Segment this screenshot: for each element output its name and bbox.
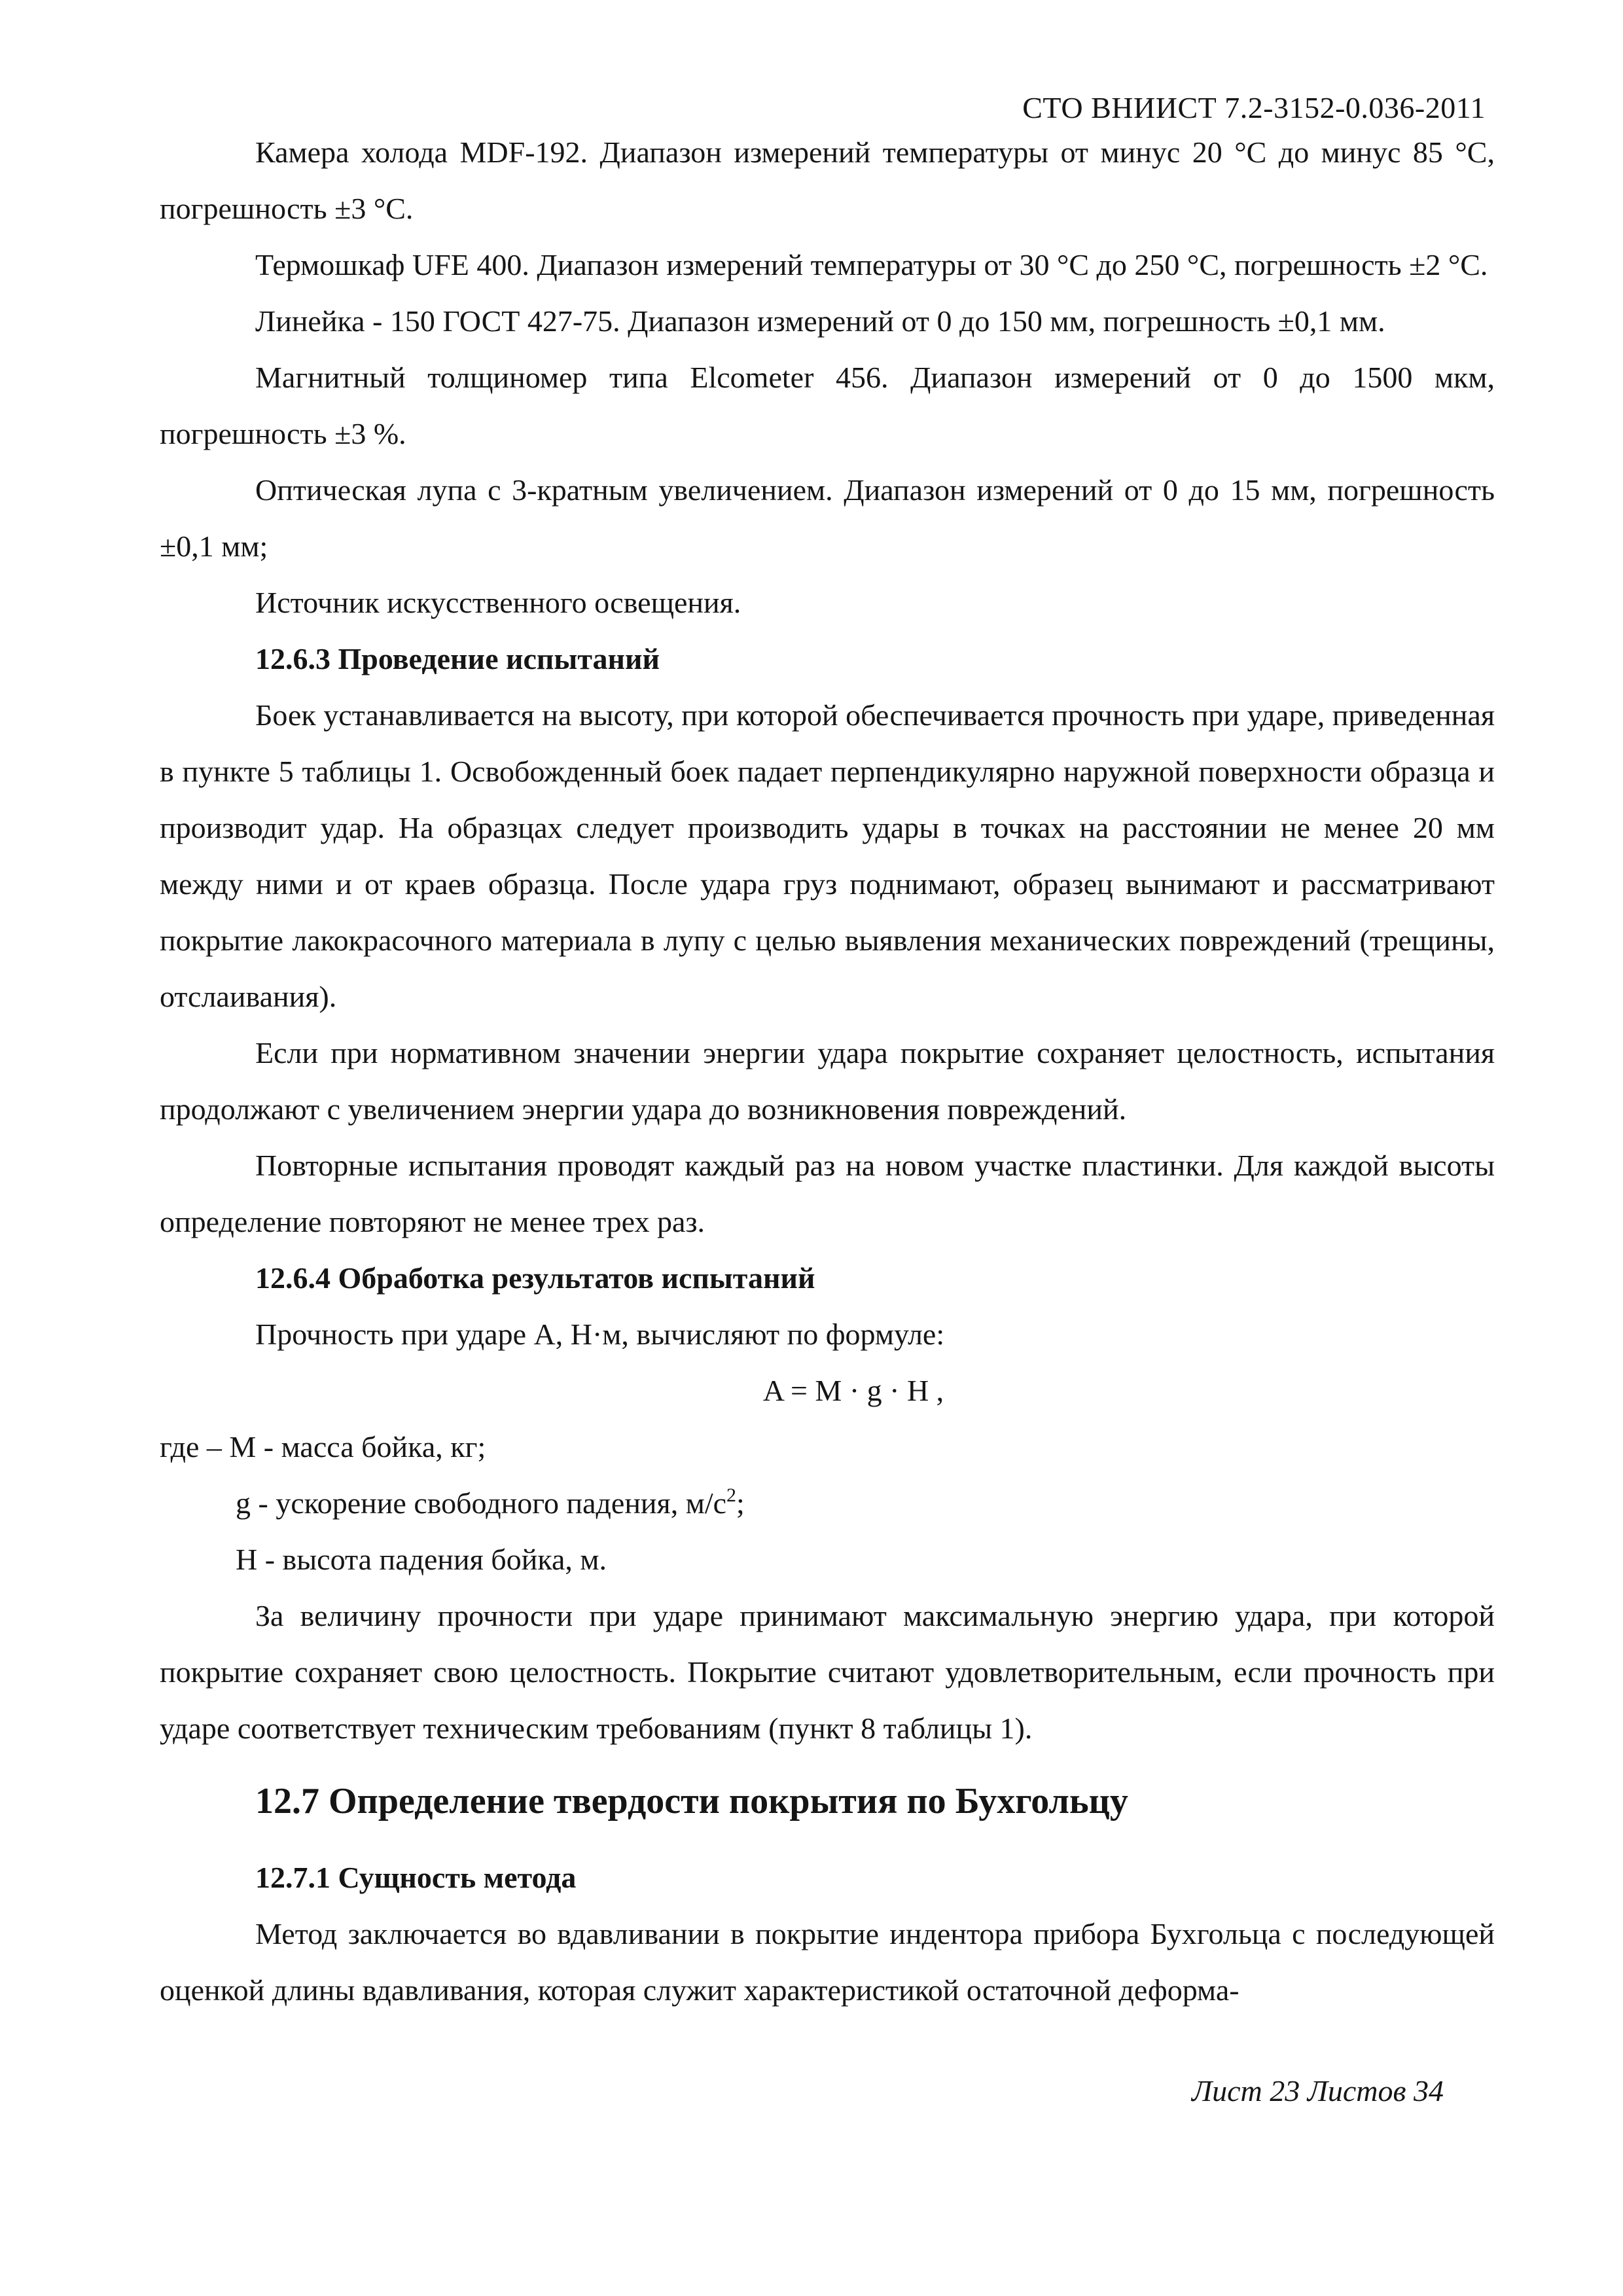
- paragraph-impact-result: За величину прочности при ударе принимают максимальную энергию удара, при которой покрытие сохраняет свою целостность. Покрытие считают удовлетворительным, если прочность при ударе соответствует техническим требованиям (пункт 8 таблицы 1).: [160, 1599, 1495, 1745]
- gravity-unit-exponent: 2: [726, 1484, 737, 1506]
- formula-legend-gravity: [160, 1475, 1495, 1532]
- section-heading-12-6-3: 12.6.3 Проведение испытаний: [255, 642, 660, 675]
- document-code-header: СТО ВНИИСТ 7.2-3152-0.036-2011: [1022, 91, 1486, 124]
- section-heading-12-7: 12.7 Определение твердости покрытия по Бухгольцу: [255, 1781, 1128, 1821]
- paragraph-cold-chamber: Камера холода MDF-192. Диапазон измерений температуры от минус 20 °С до минус 85 °С, погрешность ±3 °С.: [160, 135, 1495, 225]
- paragraph-thickness-gauge: Магнитный толщиномер типа Elcometer 456. Диапазон измерений от 0 до 1500 мкм, погрешность ±3 %.: [160, 361, 1495, 450]
- formula-legend-height: Н - высота падения бойка, м.: [236, 1543, 607, 1576]
- formula-legend-mass: где – М - масса бойка, кг;: [160, 1430, 486, 1463]
- section-heading-12-7-1: 12.7.1 Сущность метода: [255, 1861, 577, 1894]
- paragraph-optical-loupe: Оптическая лупа с 3-кратным увеличением. Диапазон измерений от 0 до 15 мм, погрешность ±0,1 мм;: [160, 473, 1495, 563]
- gravity-legend-text: g - ускорение свободного падения, м/с: [236, 1486, 727, 1520]
- page-body: [160, 124, 1495, 2018]
- sheet-number-footer: Лист 23 Листов 34: [1191, 2074, 1444, 2108]
- impact-strength-formula: A = M · g · H ,: [762, 1374, 944, 1407]
- paragraph-energy-increase: Если при нормативном значении энергии удара покрытие сохраняет целостность, испытания продолжают с увеличением энергии удара до возникновения повреждений.: [160, 1036, 1495, 1126]
- paragraph-test-procedure: Боек устанавливается на высоту, при которой обеспечивается прочность при ударе, приведенная в пункте 5 таблицы 1. Освобожденный боек падает перпендикулярно наружной поверхности образца и производит удар. На образцах следует производить удары в точках на расстоянии не менее 20 мм между ними и от краев образца. После удара груз поднимают, образец вынимают и рассматривают покрытие лакокрасочного материала в лупу с целью выявления механических повреждений (трещины, отслаивания).: [160, 698, 1495, 1013]
- gravity-legend-end: ;: [736, 1486, 745, 1520]
- paragraph-light-source: Источник искусственного освещения.: [255, 586, 741, 619]
- paragraph-method-essence: Метод заключается во вдавливании в покрытие индентора прибора Бухгольца с последующей оценкой длины вдавливания, которая служит характеристикой остаточной деформа-: [160, 1917, 1495, 2007]
- paragraph-thermo-cabinet: Термошкаф UFE 400. Диапазон измерений температуры от 30 °С до 250 °С, погрешность ±2 °С.: [255, 248, 1488, 281]
- paragraph-ruler: Линейка - 150 ГОСТ 427-75. Диапазон измерений от 0 до 150 мм, погрешность ±0,1 мм.: [255, 304, 1385, 338]
- paragraph-repeat-tests: Повторные испытания проводят каждый раз на новом участке пластинки. Для каждой высоты определение повторяют не менее трех раз.: [160, 1149, 1495, 1238]
- section-heading-12-6-4: 12.6.4 Обработка результатов испытаний: [255, 1261, 815, 1295]
- paragraph-formula-intro: Прочность при ударе А, Н·м, вычисляют по формуле:: [255, 1318, 945, 1351]
